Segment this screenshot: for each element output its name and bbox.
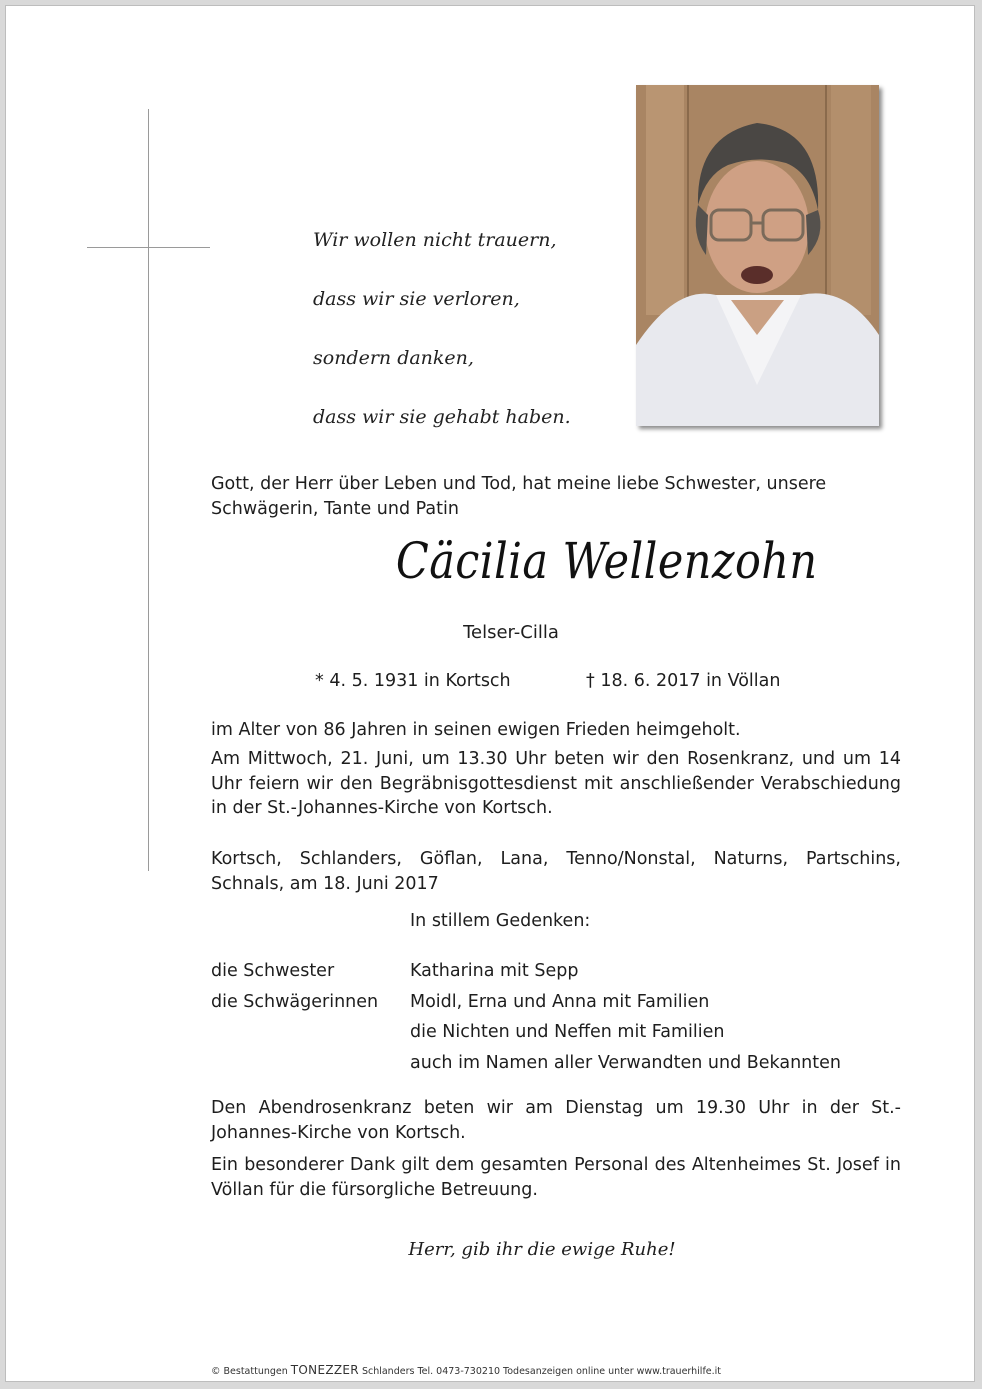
footer-suffix: Schlanders Tel. 0473-730210 Todesanzeigen online unter www.trauerhilfe.it [361, 1366, 722, 1377]
gedenken-heading: In stillem Gedenken: [410, 911, 591, 931]
mourner-role: die Schwester [211, 961, 335, 982]
places-text: Kortsch, Schlanders, Göflan, Lana, Tenno/Nonstal, Naturns, Partschins, Schnals, am 18. Juni 2017 [211, 849, 901, 894]
mourner-row [211, 1017, 901, 1048]
mourner-row [211, 956, 901, 987]
cross-vertical-bar [148, 109, 149, 871]
portrait-photo [636, 85, 879, 426]
mourner-row [211, 1048, 901, 1079]
footer-brand: TONEZZER [290, 1363, 359, 1377]
closing-blessing: Herr, gib ihr die ewige Ruhe! [408, 1239, 676, 1260]
footer-prefix: © Bestattungen [211, 1366, 288, 1377]
quote-line: dass wir sie verloren, [313, 287, 520, 310]
quote-line: sondern danken, [313, 346, 474, 369]
deceased-name: Cäcilia Wellenzohn [395, 532, 818, 590]
quote-line: dass wir sie gehabt haben. [313, 405, 571, 428]
deceased-nickname: Telser-Cilla [463, 622, 559, 643]
age-text: im Alter von 86 Jahren in seinen ewigen Frieden heimgeholt. [211, 720, 741, 740]
mourner-names: Katharina mit Sepp [410, 961, 579, 982]
quote-line: Wir wollen nicht trauern, [313, 228, 557, 251]
cross-horizontal-bar [87, 247, 210, 248]
memorial-quote [313, 196, 571, 462]
mourner-names: auch im Namen aller Verwandten und Bekannten [410, 1052, 841, 1073]
service-text: Am Mittwoch, 21. Juni, um 13.30 Uhr beten wir den Rosenkranz, und um 14 Uhr feiern wir den Begräbnisgottesdienst mit anschließender Verabschiedung in der St.-Johannes-Kirche von Kortsch. [211, 749, 901, 818]
intro-text: Gott, der Herr über Leben und Tod, hat meine liebe Schwester, unsere Schwägerin, Tante und Patin [211, 474, 827, 519]
mourner-names: die Nichten und Neffen mit Familien [410, 1022, 725, 1043]
mourners-list [211, 956, 901, 1078]
death-date: † 18. 6. 2017 in Völlan [586, 671, 781, 691]
mourner-role: die Schwägerinnen [211, 991, 379, 1012]
birth-date: * 4. 5. 1931 in Kortsch [315, 671, 511, 691]
rosary-text: Den Abendrosenkranz beten wir am Dienstag um 19.30 Uhr in der St.-Johannes-Kirche von Kortsch. [211, 1098, 901, 1143]
footer-imprint [211, 1363, 721, 1377]
obituary-page [5, 5, 975, 1382]
thanks-text: Ein besonderer Dank gilt dem gesamten Personal des Altenheimes St. Josef in Völlan für die fürsorgliche Betreuung. [211, 1155, 901, 1200]
mourner-row [211, 987, 901, 1018]
mourner-names: Moidl, Erna und Anna mit Familien [410, 991, 710, 1012]
portrait-illustration [636, 85, 879, 426]
